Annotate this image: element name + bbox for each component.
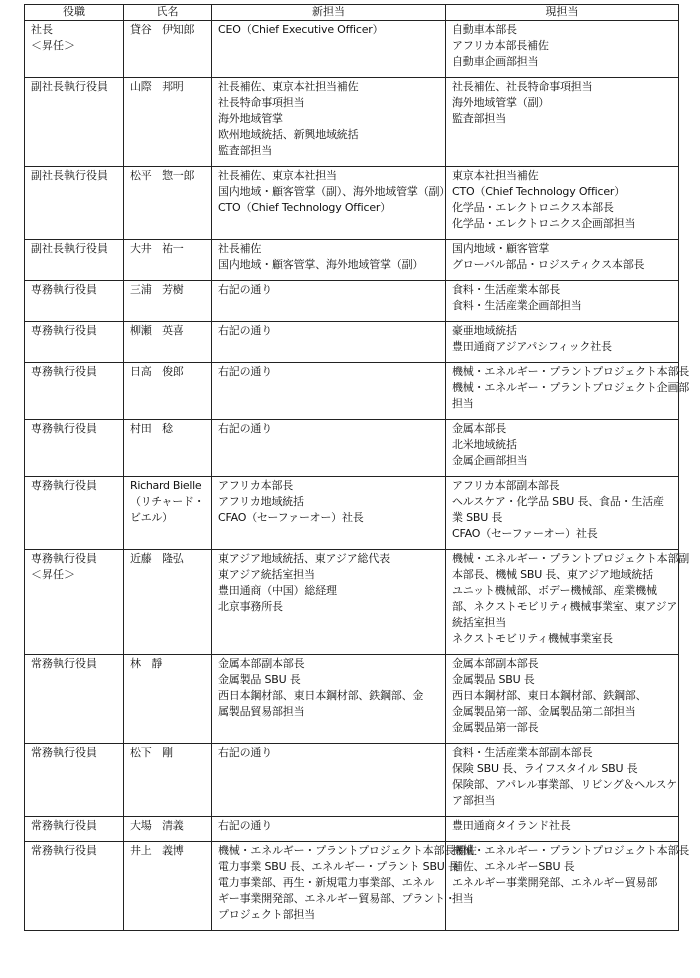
executive-assignment-table: [24, 4, 690, 931]
current-assignment-cell: [446, 363, 690, 420]
cell-line: 副社長執行役員: [31, 242, 108, 255]
cell-line: 食料・生活産業本部長: [452, 283, 560, 296]
cell-line: 金属製品 SBU 長: [218, 673, 301, 686]
table-row: [25, 550, 679, 655]
cell-line: 右記の通り: [218, 283, 272, 296]
cell-line: ア部担当: [452, 794, 496, 807]
cell-line: 金属本部副本部長: [218, 657, 305, 670]
name-cell: [124, 281, 212, 322]
cell-line: エネルギー事業開発部、エネルギー貿易部: [452, 876, 658, 889]
cell-line: CTO（Chief Technology Officer）: [218, 201, 392, 214]
current-assignment-cell: [446, 240, 679, 281]
cell-line: 金属本部長: [452, 422, 506, 435]
cell-line: 社長補佐、東京本社担当: [218, 169, 337, 182]
table-row: [25, 363, 679, 420]
cell-line: 機械・エネルギー・プラントプロジェクト本部長補佐: [218, 844, 477, 857]
cell-line: 右記の通り: [218, 422, 272, 435]
new-assignment-cell: [212, 363, 446, 420]
new-assignment-cell: [212, 240, 446, 281]
name-cell: [124, 842, 212, 931]
name-cell: [124, 21, 212, 78]
title-cell: [25, 240, 124, 281]
cell-line: 村田 稔: [130, 422, 173, 435]
cell-line: 山際 邦明: [130, 80, 184, 93]
new-assignment-cell: [212, 550, 446, 655]
header-title: 役職: [25, 5, 124, 21]
cell-line: 右記の通り: [218, 324, 272, 337]
cell-line: ビエル）: [130, 511, 173, 524]
cell-line: 属製品貿易部担当: [218, 705, 305, 718]
cell-line: ＜昇任＞: [31, 568, 75, 581]
cell-line: 国内地域・顧客管掌: [452, 242, 550, 255]
title-cell: [25, 477, 124, 550]
cell-line: グローバル部品・ロジスティクス本部長: [452, 258, 645, 271]
title-cell: [25, 322, 124, 363]
cell-line: 東アジア統括室担当: [218, 568, 315, 581]
cell-line: 金属製品第一部、金属製品第二部担当: [452, 705, 636, 718]
table-row: [25, 842, 679, 931]
name-cell: [124, 240, 212, 281]
name-cell: [124, 363, 212, 420]
cell-line: 常務執行役員: [31, 819, 97, 832]
title-cell: [25, 21, 124, 78]
cell-line: 常務執行役員: [31, 746, 97, 759]
cell-line: 化学品・エレクトロニクス本部長: [452, 201, 614, 214]
cell-line: CFAO（セーファーオー）社長: [452, 527, 598, 540]
current-assignment-cell: [446, 322, 679, 363]
cell-line: 海外地域管掌（副）: [452, 96, 550, 109]
table-row: [25, 744, 679, 817]
cell-line: 統括室担当: [452, 616, 506, 629]
cell-line: 担当: [452, 397, 474, 410]
cell-line: アフリカ本部長: [218, 479, 294, 492]
cell-line: 常務執行役員: [31, 657, 97, 670]
name-cell: [124, 744, 212, 817]
current-assignment-cell: [446, 842, 690, 931]
header-row: [25, 5, 679, 21]
cell-line: 近藤 隆弘: [130, 552, 184, 565]
cell-line: 金属本部副本部長: [452, 657, 539, 670]
new-assignment-cell: [212, 477, 446, 550]
cell-line: 電力事業部、再生・新規電力事業部、エネル: [218, 876, 434, 889]
table-row: [25, 78, 679, 167]
table-row: [25, 655, 679, 744]
cell-line: 社長特命事項担当: [218, 96, 305, 109]
cell-line: 電力事業 SBU 長、エネルギー・プラント SBU 長: [218, 860, 459, 873]
current-assignment-cell: [446, 78, 679, 167]
current-assignment-cell: [446, 21, 679, 78]
title-cell: [25, 78, 124, 167]
cell-line: 社長補佐、社長特命事項担当: [452, 80, 593, 93]
cell-line: 自動車本部長: [452, 23, 517, 36]
cell-line: 専務執行役員: [31, 422, 97, 435]
cell-line: 西日本鋼材部、東日本鋼材部、鉄鋼部、: [452, 689, 647, 702]
new-assignment-cell: [212, 817, 446, 842]
cell-line: 右記の通り: [218, 365, 272, 378]
name-cell: [124, 78, 212, 167]
cell-line: 林 靜: [130, 657, 163, 670]
cell-line: ＜昇任＞: [31, 39, 75, 52]
new-assignment-cell: [212, 744, 446, 817]
cell-line: アフリカ本部長補佐: [452, 39, 549, 52]
cell-line: プロジェクト部担当: [218, 908, 315, 921]
cell-line: 部、ネクストモビリティ機械事業室、東アジア: [452, 600, 678, 613]
header-current-assignment: 現担当: [446, 5, 679, 21]
current-assignment-cell: [446, 550, 690, 655]
cell-line: 社長補佐、東京本社担当補佐: [218, 80, 359, 93]
cell-line: 金属企画部担当: [452, 454, 528, 467]
cell-line: 機械・エネルギー・プラントプロジェクト本部長: [452, 365, 690, 378]
cell-line: 機械・エネルギー・プラントプロジェクト本部長: [452, 844, 690, 857]
table-row: [25, 167, 679, 240]
cell-line: 自動車企画部担当: [452, 55, 539, 68]
title-cell: [25, 167, 124, 240]
cell-line: 監査部担当: [218, 144, 272, 157]
cell-line: ネクストモビリティ機械事業室長: [452, 632, 613, 645]
table-row: [25, 240, 679, 281]
new-assignment-cell: [212, 655, 446, 744]
cell-line: 貸谷 伊知郎: [130, 23, 195, 36]
header-name: 氏名: [124, 5, 212, 21]
table-row: [25, 420, 679, 477]
cell-line: CFAO（セーファーオー）社長: [218, 511, 364, 524]
cell-line: ギー事業開発部、エネルギー貿易部、プラント・: [218, 892, 456, 905]
title-cell: [25, 281, 124, 322]
cell-line: 北米地域統括: [452, 438, 517, 451]
cell-line: 保険部、アパレル事業部、リビング＆ヘルスケ: [452, 778, 678, 791]
title-cell: [25, 744, 124, 817]
new-assignment-cell: [212, 281, 446, 322]
table-row: [25, 817, 679, 842]
cell-line: 東京本社担当補佐: [452, 169, 539, 182]
new-assignment-cell: [212, 78, 446, 167]
cell-line: 大井 祐一: [130, 242, 184, 255]
table-row: [25, 21, 679, 78]
cell-line: 大場 清義: [130, 819, 184, 832]
current-assignment-cell: [446, 655, 679, 744]
cell-line: 豪亜地域統括: [452, 324, 517, 337]
title-cell: [25, 420, 124, 477]
name-cell: [124, 655, 212, 744]
cell-line: 専務執行役員: [31, 479, 97, 492]
cell-line: 専務執行役員: [31, 283, 97, 296]
new-assignment-cell: [212, 322, 446, 363]
cell-line: 日高 俊郎: [130, 365, 184, 378]
cell-line: CTO（Chief Technology Officer）: [452, 185, 626, 198]
cell-line: 国内地域・顧客管掌（副）、海外地域管掌（副）: [218, 185, 451, 198]
title-cell: [25, 363, 124, 420]
new-assignment-cell: [212, 167, 451, 240]
cell-line: ユニット機械部、ボデー機械部、産業機械: [452, 584, 657, 597]
cell-line: 柳瀬 英喜: [130, 324, 184, 337]
cell-line: CEO（Chief Executive Officer）: [218, 23, 384, 36]
new-assignment-cell: [212, 21, 446, 78]
cell-line: 社長補佐: [218, 242, 262, 255]
cell-line: 松下 剛: [130, 746, 173, 759]
title-cell: [25, 817, 124, 842]
cell-line: 常務執行役員: [31, 844, 97, 857]
header-new-assignment: 新担当: [212, 5, 446, 21]
cell-line: 専務執行役員: [31, 365, 97, 378]
cell-line: Richard Bielle: [130, 479, 202, 492]
cell-line: 三浦 芳樹: [130, 283, 184, 296]
cell-line: 保険 SBU 長、ライフスタイル SBU 長: [452, 762, 638, 775]
cell-line: 副社長執行役員: [31, 80, 108, 93]
title-cell: [25, 655, 124, 744]
cell-line: 食料・生活産業企画部担当: [452, 299, 582, 312]
cell-line: アフリカ地域統括: [218, 495, 304, 508]
title-cell: [25, 842, 124, 931]
cell-line: 社長: [31, 23, 53, 36]
table-row: [25, 477, 679, 550]
cell-line: 機械・エネルギー・プラントプロジェクト本部副: [452, 552, 690, 565]
table-row: [25, 322, 679, 363]
cell-line: 専務執行役員: [31, 552, 97, 565]
name-cell: [124, 817, 212, 842]
cell-line: 担当: [452, 892, 474, 905]
name-cell: [124, 477, 212, 550]
cell-line: 松平 惣一郎: [130, 169, 195, 182]
cell-line: 豊田通商（中国）総経理: [218, 584, 337, 597]
cell-line: 金属製品第一部長: [452, 721, 539, 734]
name-cell: [124, 322, 212, 363]
cell-line: 右記の通り: [218, 746, 272, 759]
cell-line: 業 SBU 長: [452, 511, 503, 524]
name-cell: [124, 167, 212, 240]
cell-line: 副社長執行役員: [31, 169, 108, 182]
name-cell: [124, 550, 212, 655]
cell-line: 右記の通り: [218, 819, 272, 832]
cell-line: 海外地域管掌: [218, 112, 283, 125]
current-assignment-cell: [446, 817, 679, 842]
cell-line: アフリカ本部副本部長: [452, 479, 560, 492]
name-cell: [124, 420, 212, 477]
current-assignment-cell: [446, 281, 679, 322]
current-assignment-cell: [446, 420, 679, 477]
cell-line: 食料・生活産業本部副本部長: [452, 746, 593, 759]
cell-line: 豊田通商アジアパシフィック社長: [452, 340, 612, 353]
table-row: [25, 281, 679, 322]
cell-line: 機械・エネルギー・プラントプロジェクト企画部: [452, 381, 690, 394]
cell-line: 監査部担当: [452, 112, 506, 125]
cell-line: 専務執行役員: [31, 324, 97, 337]
cell-line: 北京事務所長: [218, 600, 283, 613]
cell-line: 井上 義博: [130, 844, 184, 857]
current-assignment-cell: [446, 477, 679, 550]
cell-line: 西日本鋼材部、東日本鋼材部、鉄鋼部、金: [218, 689, 424, 702]
new-assignment-cell: [212, 420, 446, 477]
current-assignment-cell: [446, 167, 679, 240]
cell-line: 東アジア地域統括、東アジア総代表: [218, 552, 390, 565]
new-assignment-cell: [212, 842, 477, 931]
cell-line: 豊田通商タイランド社長: [452, 819, 571, 832]
cell-line: 化学品・エレクトロニクス企画部担当: [452, 217, 636, 230]
cell-line: 補佐、エネルギーSBU 長: [452, 860, 575, 873]
cell-line: （リチャード・: [130, 495, 205, 508]
current-assignment-cell: [446, 744, 679, 817]
cell-line: ヘルスケア・化学品 SBU 長、食品・生活産: [452, 495, 664, 508]
cell-line: 欧州地域統括、新興地域統括: [218, 128, 359, 141]
cell-line: 本部長、機械 SBU 長、東アジア地域統括: [452, 568, 653, 581]
cell-line: 国内地域・顧客管掌、海外地域管掌（副）: [218, 258, 424, 271]
title-cell: [25, 550, 124, 655]
cell-line: 金属製品 SBU 長: [452, 673, 535, 686]
